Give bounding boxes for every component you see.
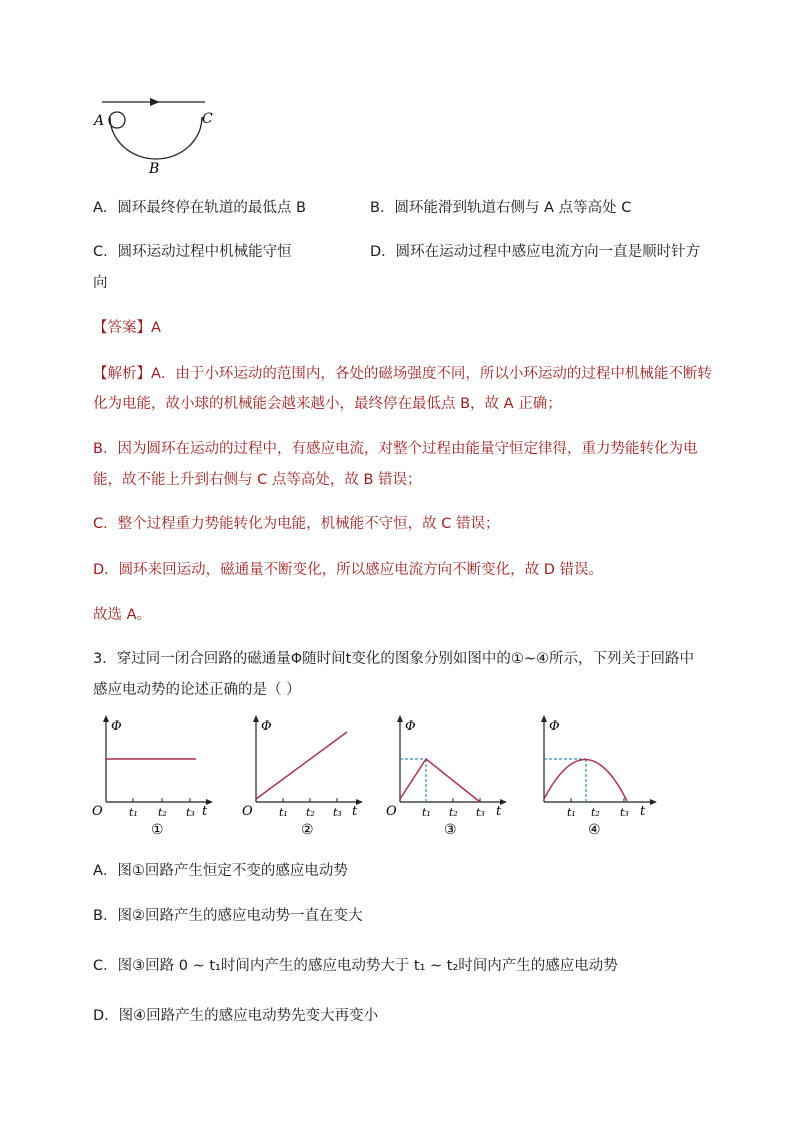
phi-label: Φ [111, 719, 122, 734]
phi-label: Φ [261, 719, 272, 734]
q3-option-c: C．图③回路 0 ~ t₁时间内产生的感应电动势大于 t₁ ~ t₂时间内产生的感应电动势 [93, 958, 618, 974]
analysis-line-1: 【解析】A．由于小环运动的范围内，各处的磁场强度不同，所以小环运动的过程中机械能不断转 [93, 366, 712, 382]
graph-3 [384, 712, 514, 842]
t3-label: t₃ [620, 806, 629, 819]
t1-label: t₁ [422, 806, 431, 819]
q3-option-b: B．图②回路产生的感应电动势一直在变大 [93, 908, 363, 924]
t-label: t [352, 804, 358, 819]
y-arrow-icon [103, 715, 109, 722]
phi-curve [256, 732, 347, 799]
q2-option-c: C．圆环运动过程中机械能守恒 [93, 244, 292, 260]
x-arrow-icon [650, 799, 657, 805]
graph-4 [528, 712, 663, 842]
phi-label: Φ [405, 719, 416, 734]
graph-number: ② [301, 822, 314, 838]
q3-option-d: D．图④回路产生的感应电动势先变大再变小 [93, 1008, 379, 1024]
graph-number: ① [151, 822, 164, 838]
graph-1 [90, 712, 220, 842]
analysis-line-4: 能，故不能上升到右侧与 C 点等高处，故 B 错误； [93, 472, 422, 488]
answer: 【答案】A [93, 320, 161, 336]
t3-label: t₃ [476, 806, 485, 819]
q2-option-b: B．圆环能滑到轨道右侧与 A 点等高处 C [370, 200, 632, 216]
t3-label: t₃ [186, 806, 195, 819]
q2-option-d-cont: 向 [93, 275, 108, 291]
track-diagram [90, 90, 230, 182]
t-label: t [202, 804, 208, 819]
q3-option-a: A．图①回路产生恒定不变的感应电动势 [93, 863, 348, 879]
origin-label: O [386, 804, 397, 819]
phi-curve [400, 759, 480, 802]
analysis-line-3: B．因为圆环在运动的过程中，有感应电流，对整个过程由能量守恒定律得，重力势能转化为电 [93, 441, 698, 457]
analysis-line-5: C．整个过程重力势能转化为电能，机械能不守恒，故 C 错误； [93, 516, 500, 532]
label-b: B [149, 161, 160, 177]
t1-label: t₁ [567, 806, 576, 819]
t2-label: t₂ [591, 806, 600, 819]
phi-label: Φ [549, 719, 560, 734]
t2-label: t₂ [449, 806, 458, 819]
analysis-conclusion: 故选 A。 [93, 607, 152, 623]
analysis-line-6: D．圆环来回运动，磁通量不断变化，所以感应电流方向不断变化，故 D 错误。 [93, 562, 604, 578]
y-arrow-icon [397, 715, 403, 722]
q3-stem-line-2: 感应电动势的论述正确的是（ ） [93, 682, 301, 698]
y-arrow-icon [541, 715, 547, 722]
analysis-line-2: 化为电能，故小球的机械能会越来越小，最终停在最低点 B，故 A 正确； [93, 396, 562, 412]
graph-2 [240, 712, 370, 842]
y-arrow-icon [253, 715, 259, 722]
label-c: C [202, 111, 213, 127]
origin-label: O [92, 804, 103, 819]
q2-option-d: D．圆环在运动过程中感应电流方向一直是顺时针方 [370, 244, 701, 260]
t1-label: t₁ [129, 806, 138, 819]
origin-label: O [242, 804, 253, 819]
label-a: A [94, 113, 105, 129]
graph-number: ③ [444, 822, 457, 838]
ring [109, 112, 125, 128]
arrow-icon [150, 98, 160, 106]
t3-label: t₃ [333, 806, 342, 819]
graph-number: ④ [588, 822, 601, 838]
t-label: t [640, 804, 646, 819]
t2-label: t₂ [306, 806, 315, 819]
t-label: t [496, 804, 502, 819]
q2-option-a: A．圆环最终停在轨道的最低点 B [93, 200, 306, 216]
t2-label: t₂ [158, 806, 167, 819]
t1-label: t₁ [279, 806, 288, 819]
q3-stem-line-1: 3．穿过同一闭合回路的磁通量Φ随时间t变化的图象分别如图中的①~④所示，下列关于回路中 [93, 651, 694, 667]
